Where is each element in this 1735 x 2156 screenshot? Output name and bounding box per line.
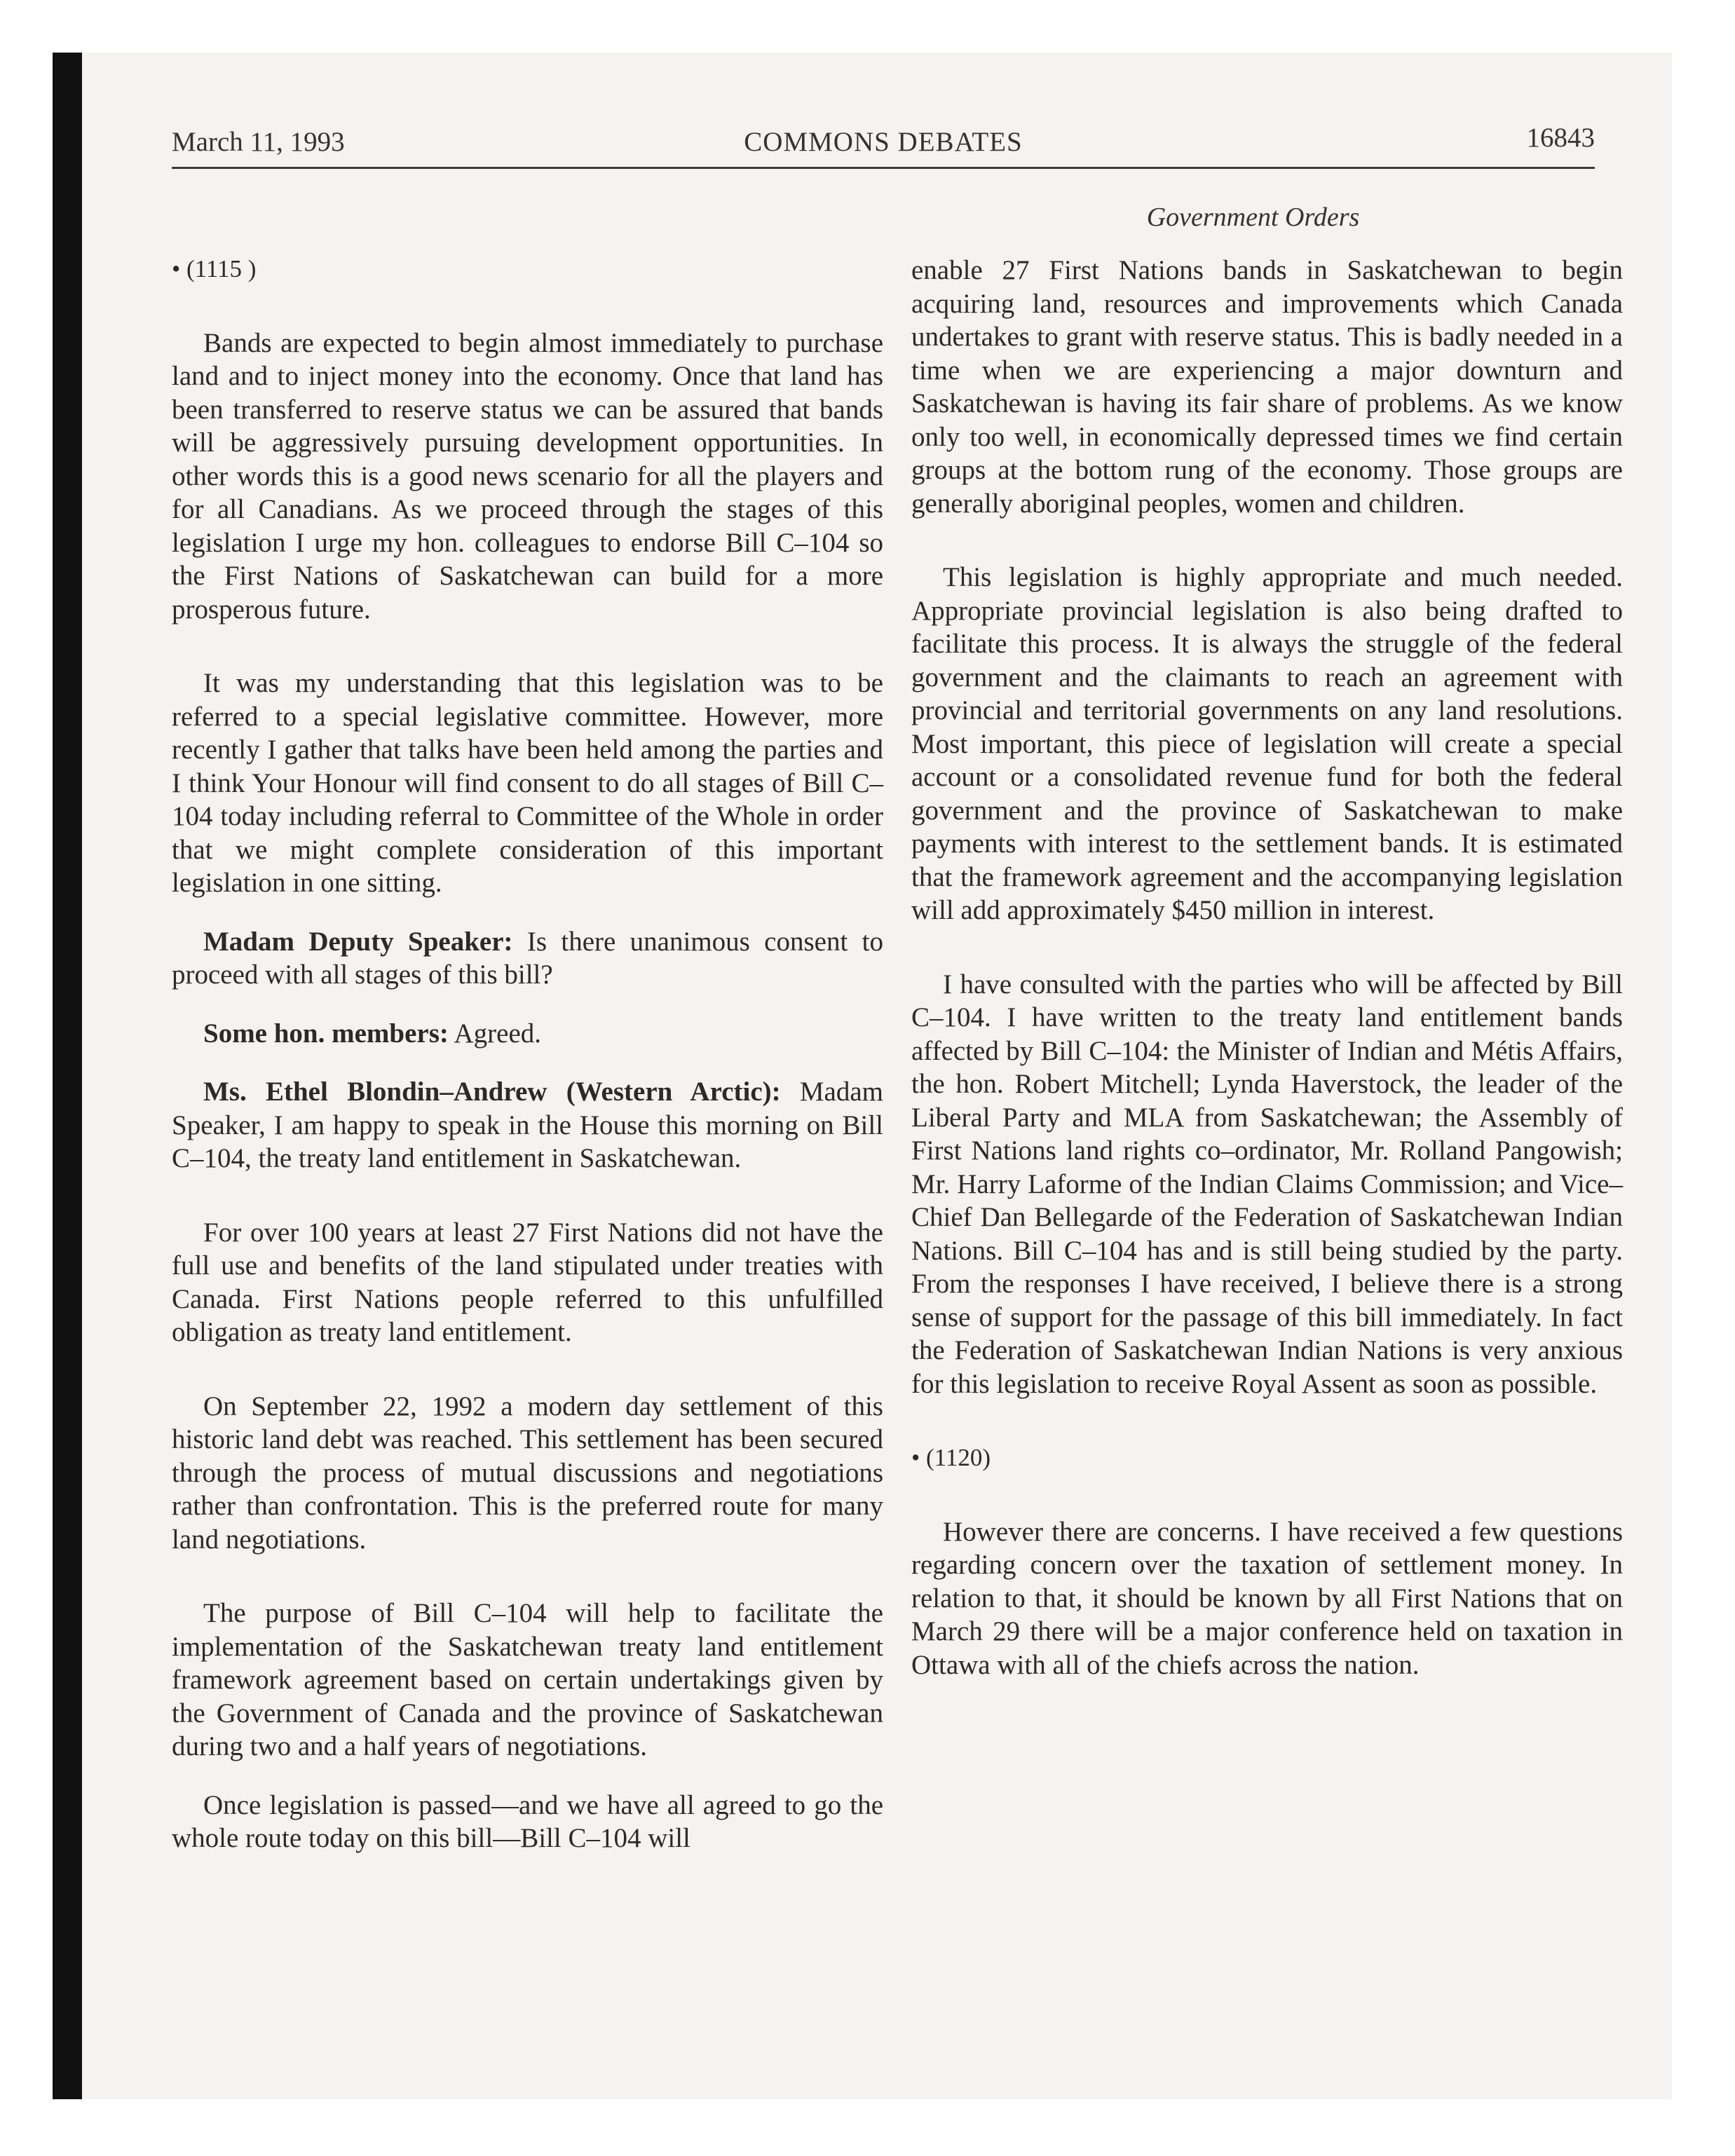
speaker-paragraph — [172, 1017, 883, 1051]
speaker-paragraph — [172, 1075, 883, 1175]
section-title: Government Orders — [1146, 203, 1360, 232]
scan-edge-shadow — [53, 53, 82, 2099]
speech-text: Agreed. — [448, 1018, 542, 1049]
speech-text: Is there unanimous consent to proceed with all stages of this bill? — [172, 926, 883, 990]
paragraph: On September 22, 1992 a modern day settlement of this historic land debt was reached. This settlement has been secured through the process of mutual discussions and negotiations rather than confrontation. This is the preferred route for many land negotiations. — [172, 1391, 883, 1555]
paragraph: This legislation is highly appropriate and much needed. Appropriate provincial legislation is also being drafted to facilitate this process. It is always the struggle of the federal government and the claimants to reach an agreement with provincial and territorial governments on any land resolutions. Most important, this piece of legislation will create a special account or a consolidated revenue fund for both the federal government and the province of Saskatchewan to make payments with interest to the settlement bands. It is estimated that the framework agreement and the accompanying legislation will add approximately $450 million in interest. — [911, 562, 1623, 925]
right-column — [911, 254, 1623, 1681]
time-marker-1120: • (1120) — [911, 1444, 991, 1471]
paragraph: Bands are expected to begin almost immediately to purchase land and to inject money into the economy. Once that land has been transferred to reserve status we can be assured that bands will be aggressively pursuing development opportunities. In other words this is a good news scenario for all the players and for all Canadians. As we proceed through the stages of this legislation I urge my hon. colleagues to endorse Bill C–104 so the First Nations of Saskatchewan can build for a more prosperous future. — [172, 327, 883, 625]
left-column — [172, 252, 883, 1855]
paragraph: For over 100 years at least 27 First Nations did not have the full use and benefits of the land stipulated under treaties with Canada. First Nations people referred to this unfulfilled obligation as treaty land entitlement. — [172, 1217, 883, 1347]
paragraph: Once legislation is passed—and we have all agreed to go the whole route today on this bill—Bill C–104 will — [172, 1789, 883, 1853]
time-marker-1115: • (1115 ) — [172, 255, 257, 282]
header-date: March 11, 1993 — [172, 127, 345, 157]
header-page-number: 16843 — [1526, 123, 1595, 153]
paragraph: I have consulted with the parties who will be affected by Bill C–104. I have written to the treaty land entitlement bands affected by Bill C–104: the Minister of Indian and Métis Affairs, the hon. Robert Mitchell; Lynda Haverstock, the leader of the Liberal Party and MLA from Saskatchewan; the Assembly of First Nations land rights co–ordinator, Mr. Rolland Pangowish; Mr. Harry Laforme of the Indian Claims Commission; and Vice–Chief Dan Bellegarde of the Federation of Saskatchewan Indian Nations. Bill C–104 has and is still being studied by the party. From the responses I have received, I believe there is a strong sense of support for the passage of this bill immediately. In fact the Federation of Saskatchewan Indian Nations is very anxious for this legislation to receive Royal Assent as soon as possible. — [911, 969, 1623, 1399]
speaker-name: Some hon. members: — [203, 1018, 449, 1049]
speech-text: Madam Speaker, I am happy to speak in the House this morning on Bill C–104, the treaty land entitlement in Saskatchewan. — [172, 1077, 883, 1173]
paragraph: However there are concerns. I have received a few questions regarding concern over the taxation of settlement money. In relation to that, it should be known by all First Nations that on March 29 there will be a major conference held on taxation in Ottawa with all of the chiefs across the nation. — [911, 1516, 1623, 1680]
speaker-name: Ms. Ethel Blondin–Andrew (Western Arctic): — [203, 1077, 781, 1107]
speaker-paragraph — [172, 925, 883, 992]
header-rule — [172, 167, 1595, 169]
header-publication: COMMONS DEBATES — [744, 127, 1023, 157]
speaker-name: Madam Deputy Speaker: — [203, 926, 513, 957]
paragraph: It was my understanding that this legislation was to be referred to a special legislative committee. However, more recently I gather that talks have been held among the parties and I think Your Honour will find consent to do all stages of Bill C–104 today including referral to Committee of the Whole in order that we might complete consideration of this important legislation in one sitting. — [172, 668, 883, 898]
page-header — [172, 123, 1595, 168]
paragraph: enable 27 First Nations bands in Saskatchewan to begin acquiring land, resources and improvements which Canada undertakes to grant with reserve status. This is badly needed in a time when we are experiencing a major downturn and Saskatchewan is having its fair share of problems. As we know only too well, in economically depressed times we find certain groups at the bottom rung of the economy. Those groups are generally aboriginal peoples, women and children. — [911, 255, 1623, 519]
paragraph: The purpose of Bill C–104 will help to facilitate the implementation of the Saskatchewan treaty land entitlement framework agreement based on certain undertakings given by the Government of Canada and the province of Saskatchewan during two and a half years of negotiations. — [172, 1598, 883, 1761]
